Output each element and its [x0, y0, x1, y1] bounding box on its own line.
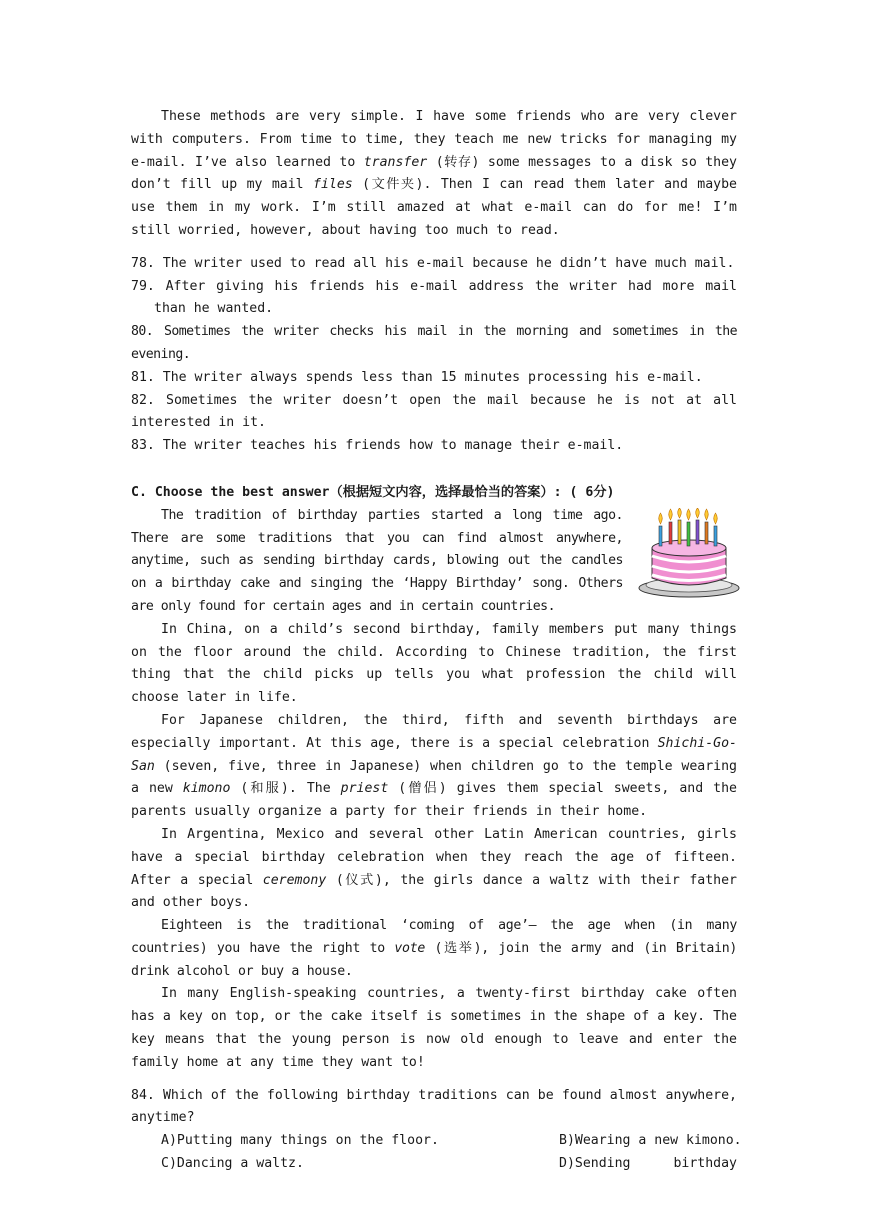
question-84-options	[131, 1130, 742, 1176]
statement-83: 83. The writer teaches his friends how to manage their e-mail.	[131, 438, 624, 454]
passage-paragraph-5: Eighteen is the traditional ‘coming of age’— the age when (in many countries) you have the right to vote (选举), join the army and (in Britain) drink alcohol or buy a house.	[131, 918, 737, 979]
option-d[interactable]: D)Sending birthday	[559, 1156, 737, 1172]
passage-paragraph-2: In China, on a child’s second birthday, family members put many things on the floor around the child. According to Chinese tradition, the first thing that the child picks up tells you what profession the child will choose later in life.	[131, 621, 737, 706]
term-files: files	[313, 177, 353, 193]
intro-paragraph: These methods are very simple. I have some friends who are very clever with computers. From time to time, they teach me new tricks for managing my e-mail. I’ve also learned to transfer (转存) some messages to a disk so they don’t fill up my mail files (文件夹). Then I can read them later and maybe use them in my work. I’m still amazed at what e-mail can do for me! I’m still worried, however, about having too much to read.	[131, 109, 737, 238]
birthday-passage	[131, 505, 737, 1075]
option-a[interactable]: A)Putting many things on the floor.	[161, 1133, 439, 1149]
question-84-stem: 84. Which of the following birthday traditions can be found almost anywhere, anytime?	[131, 1087, 737, 1126]
question-84	[131, 1085, 742, 1177]
passage-paragraph-4: In Argentina, Mexico and several other Latin American countries, girls have a special birthday celebration when they reach the age of fifteen. After a special ceremony (仪式), the girls dance a waltz with their father and other boys.	[131, 826, 737, 911]
term-priest: priest	[340, 781, 389, 797]
statement-82: 82. Sometimes the writer doesn’t open the mail because he is not at all interested in it.	[131, 392, 737, 431]
passage-paragraph-6: In many English-speaking countries, a twenty-first birthday cake often has a key on top, or the cake itself is sometimes in the shape of a key. The key means that the young person is now old enough to leave and enter the family home at any time they want to!	[131, 986, 737, 1070]
section-c-title: C. Choose the best answer（根据短文内容，选择最恰当的答案）: ( 6分)	[131, 484, 615, 500]
worksheet-page	[131, 106, 742, 1176]
option-c[interactable]: C)Dancing a waltz.	[161, 1156, 304, 1172]
statement-80: 80. Sometimes the writer checks his mail in the morning and sometimes in the evening.	[131, 324, 737, 362]
statement-78: 78. The writer used to read all his e-mail because he didn’t have much mail.	[131, 255, 735, 271]
term-shichi-go-san: Shichi-Go-San	[131, 735, 737, 774]
passage-paragraph-3: For Japanese children, the third, fifth and seventh birthdays are especially important. At this age, there is a special celebration Shichi-Go-San (seven, five, three in Japanese) when children go to the temple wearing a new kimono (和服). The priest (僧侣) gives them special sweets, and the parents usually organize a party for their friends in their home.	[131, 712, 738, 820]
term-kimono: kimono	[182, 781, 231, 797]
true-false-statements	[131, 253, 737, 458]
term-ceremony: ceremony	[262, 872, 327, 888]
term-vote: vote	[394, 940, 425, 956]
cake-icon	[633, 508, 743, 600]
birthday-cake-image	[633, 508, 743, 600]
passage-paragraph-1: The tradition of birthday parties started a long time ago. There are some traditions that you can find almost anywhere, anytime, such as sending birthday cards, blowing out the candles on a birthday cake and singing the ‘Happy Birthday’ song. Others are only found for certain ages and in certain countries.	[131, 507, 623, 614]
statement-79: 79. After giving his friends his e-mail address the writer had more mail than he wanted.	[131, 278, 737, 317]
statement-81: 81. The writer always spends less than 15 minutes processing his e-mail.	[131, 369, 703, 385]
option-b[interactable]: B)Wearing a new kimono.	[559, 1133, 742, 1149]
term-transfer: transfer	[363, 154, 428, 170]
